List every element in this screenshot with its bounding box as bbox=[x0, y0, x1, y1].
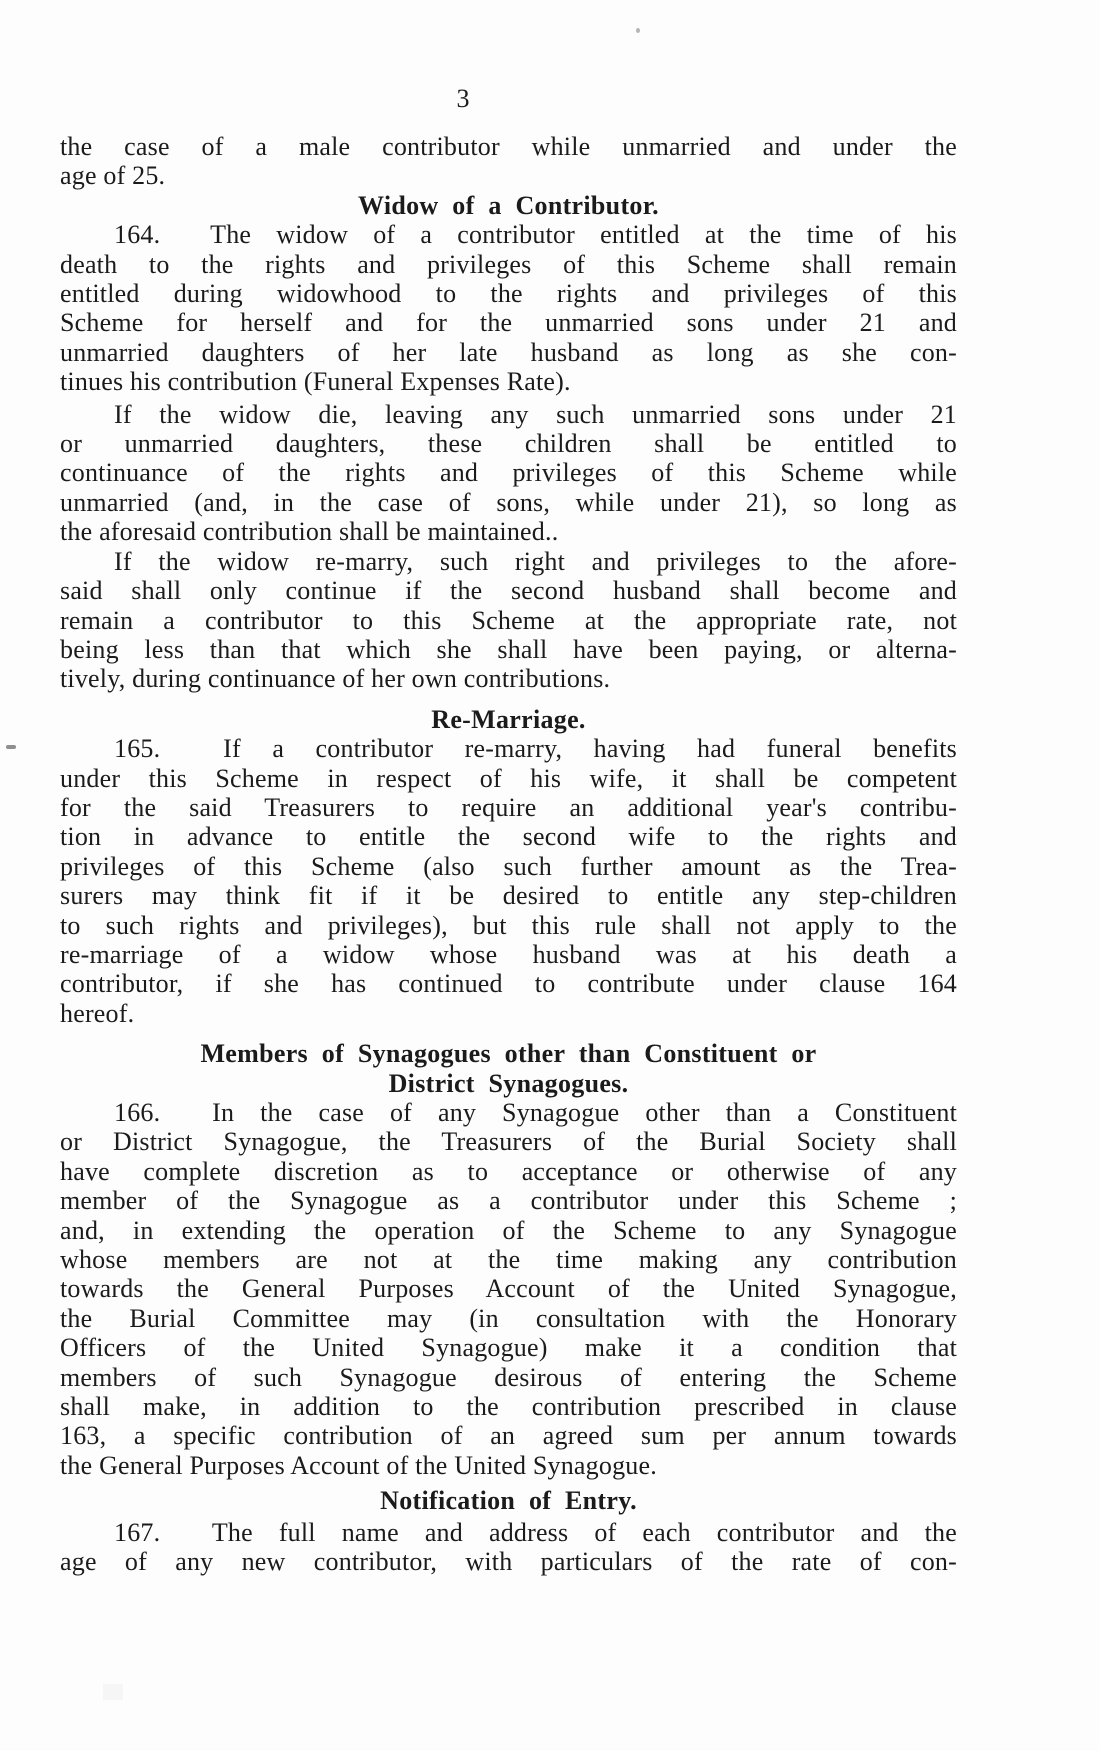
text-line: shall make, in addition to the contribution prescribed in clause bbox=[60, 1392, 957, 1422]
page-number: 3 bbox=[456, 84, 470, 113]
text-line: 165. If a contributor re-marry, having had funeral benefits bbox=[114, 734, 957, 764]
heading-re-marriage bbox=[60, 705, 957, 734]
text-line: said shall only continue if the second husband shall become and bbox=[60, 576, 957, 606]
text-line: age of 25. bbox=[60, 161, 166, 191]
text-line: being less than that which she shall have been paying, or alterna- bbox=[60, 634, 957, 664]
text-line: continuance of the rights and privileges of this Scheme while bbox=[60, 458, 957, 488]
text-line: remain a contributor to this Scheme at the appropriate rate, not bbox=[60, 605, 957, 635]
text-line: tinues his contribution (Funeral Expenses Rate). bbox=[60, 367, 571, 397]
heading-line: District Synagogues. bbox=[388, 1068, 629, 1098]
text-line: to such rights and privileges), but this rule shall not apply to the bbox=[60, 910, 957, 940]
text-line: the case of a male contributor while unmarried and under the bbox=[60, 132, 957, 161]
text-line: entitled during widowhood to the rights and privileges of this bbox=[60, 279, 957, 309]
heading-line: Widow of a Contributor. bbox=[358, 190, 659, 220]
heading-line: Members of Synagogues other than Constituent or bbox=[200, 1039, 817, 1069]
text-line: tively, during continuance of her own contributions. bbox=[60, 664, 611, 694]
text-line: 164. The widow of a contributor entitled at the time of his bbox=[114, 220, 957, 250]
text-line: If the widow die, leaving any such unmarried sons under 21 bbox=[114, 399, 957, 429]
paragraph-widow-die bbox=[60, 400, 957, 547]
text-line: towards the General Purposes Account of the United Synagogue, bbox=[60, 1274, 957, 1304]
heading-line: Notification of Entry. bbox=[380, 1486, 637, 1516]
text-line: re-marriage of a widow whose husband was at his death a bbox=[60, 939, 957, 969]
paragraph-widow-remarry bbox=[60, 547, 957, 694]
scan-speck bbox=[6, 745, 16, 749]
text-line: contributor, if she has continued to contribute under clause 164 bbox=[60, 969, 957, 999]
text-line: the General Purposes Account of the United Synagogue. bbox=[60, 1450, 657, 1480]
paragraph-165 bbox=[60, 734, 957, 1028]
text-line: 167. The full name and address of each contributor and the bbox=[114, 1517, 957, 1547]
document-content bbox=[60, 132, 957, 1577]
text-line: Scheme for herself and for the unmarried sons under 21 and bbox=[60, 308, 957, 338]
paragraph-166 bbox=[60, 1098, 957, 1480]
heading-widow-of-a-contributor bbox=[60, 191, 957, 220]
paragraph-continuation bbox=[60, 132, 957, 191]
text-line: the Burial Committee may (in consultation with the Honorary bbox=[60, 1303, 957, 1333]
text-line: or District Synagogue, the Treasurers of the Burial Society shall bbox=[60, 1127, 957, 1157]
text-line: 166. In the case of any Synagogue other than a Constituent bbox=[114, 1098, 957, 1127]
text-line: unmarried (and, in the case of sons, while under 21), so long as bbox=[60, 487, 957, 517]
text-line: member of the Synagogue as a contributor under this Scheme ; bbox=[60, 1186, 957, 1216]
text-line: age of any new contributor, with particulars of the rate of con- bbox=[60, 1547, 957, 1577]
heading-notification-of-entry bbox=[60, 1486, 957, 1515]
text-line: or unmarried daughters, these children shall be entitled to bbox=[60, 429, 957, 459]
scan-speck bbox=[103, 1684, 123, 1700]
text-line: surers may think fit if it be desired to entitle any step-children bbox=[60, 881, 957, 911]
text-line: have complete discretion as to acceptance or otherwise of any bbox=[60, 1156, 957, 1186]
text-line: for the said Treasurers to require an additional year's contribu- bbox=[60, 792, 957, 822]
text-line: and, in extending the operation of the Scheme to any Synagogue bbox=[60, 1215, 957, 1245]
scan-speck bbox=[636, 28, 640, 33]
text-line: hereof. bbox=[60, 998, 135, 1028]
text-line: Officers of the United Synagogue) make it a condition that bbox=[60, 1333, 957, 1363]
text-line: 163, a specific contribution of an agreed sum per annum towards bbox=[60, 1421, 957, 1451]
text-line: whose members are not at the time making any contribution bbox=[60, 1245, 957, 1275]
text-line: under this Scheme in respect of his wife, it shall be competent bbox=[60, 763, 957, 793]
text-line: tion in advance to entitle the second wife to the rights and bbox=[60, 822, 957, 852]
heading-members-of-synagogues bbox=[60, 1039, 957, 1098]
text-line: privileges of this Scheme (also such further amount as the Trea- bbox=[60, 851, 957, 881]
text-line: the aforesaid contribution shall be maintained.. bbox=[60, 517, 559, 547]
text-line: If the widow re-marry, such right and privileges to the afore- bbox=[114, 546, 957, 576]
paragraph-167 bbox=[60, 1518, 957, 1577]
text-line: members of such Synagogue desirous of entering the Scheme bbox=[60, 1362, 957, 1392]
text-line: death to the rights and privileges of this Scheme shall remain bbox=[60, 249, 957, 279]
text-line: unmarried daughters of her late husband as long as she con- bbox=[60, 337, 957, 367]
paragraph-164 bbox=[60, 220, 957, 396]
heading-line: Re-Marriage. bbox=[431, 704, 586, 734]
